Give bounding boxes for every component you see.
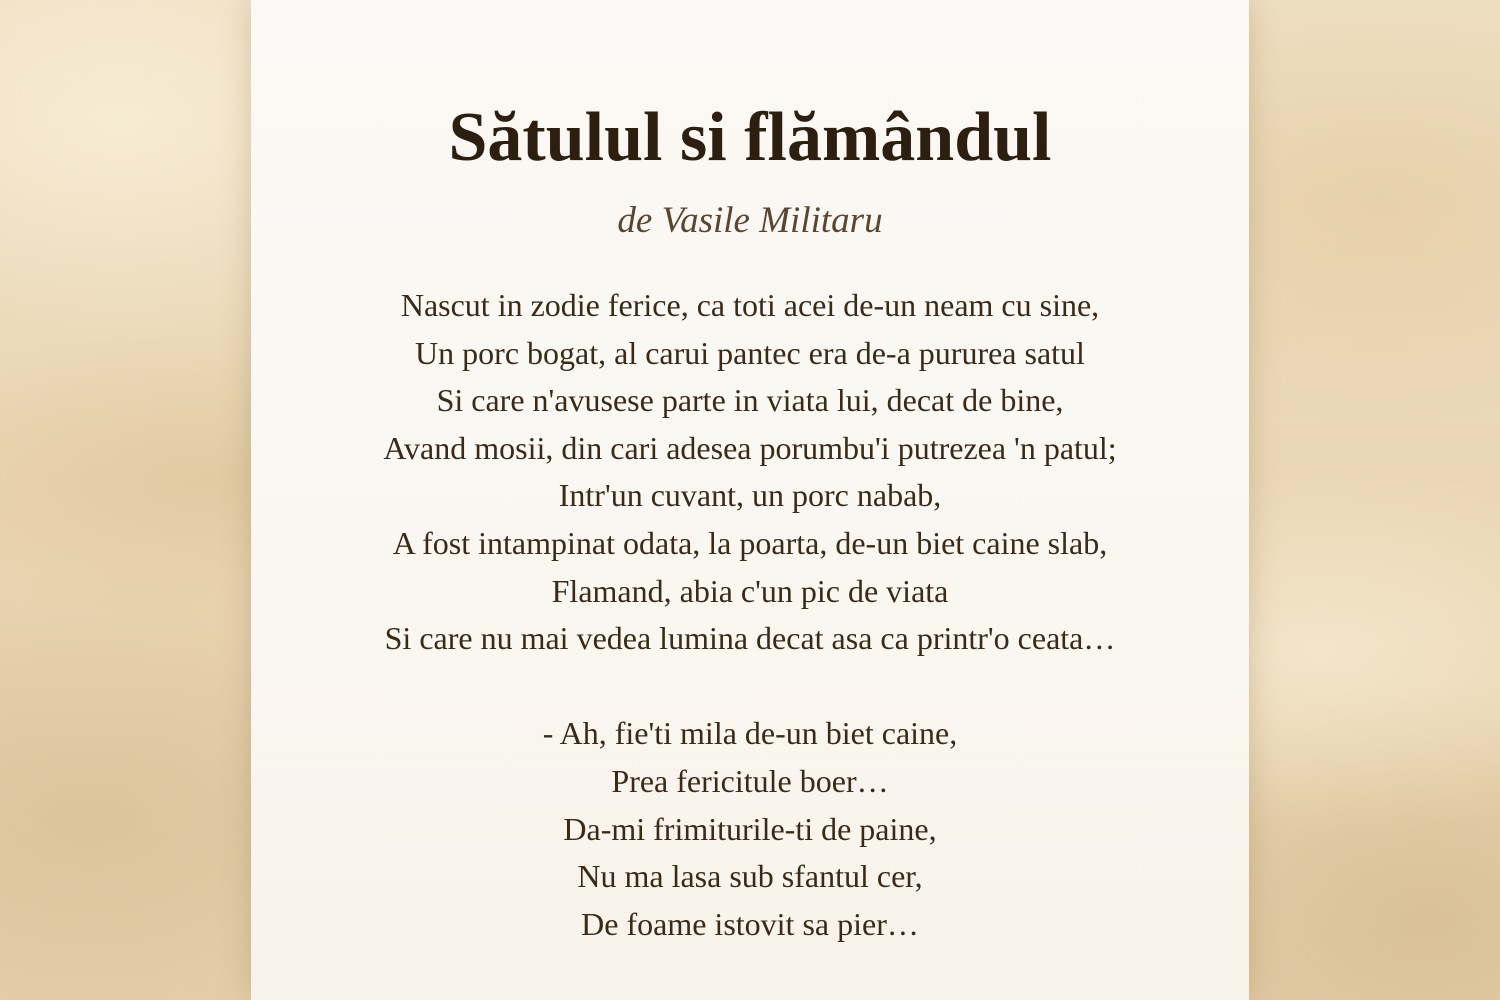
stanza-1 — [251, 282, 1249, 663]
verse-line: Prea fericitule boer… — [611, 762, 889, 799]
poem-body — [251, 282, 1249, 996]
poem-author: de Vasile Militaru — [617, 200, 883, 241]
poem-title: Sătulul si flămândul — [448, 99, 1052, 176]
verse-line: Da-mi frimiturile-ti de paine, — [563, 810, 937, 847]
verse-line: Avand mosii, din cari adesea porumbu'i putrezea 'n patul; — [383, 429, 1117, 466]
verse-line: Flamand, abia c'un pic de viata — [551, 572, 949, 609]
verse-line: De foame istovit sa pier… — [581, 905, 919, 942]
verse-line: Si care n'avusese parte in viata lui, decat de bine, — [436, 382, 1064, 419]
verse-line: Intr'un cuvant, un porc nabab, — [558, 477, 942, 514]
poem-page — [251, 0, 1249, 1000]
verse-line: Nascut in zodie ferice, ca toti acei de-un neam cu sine, — [400, 287, 1100, 323]
verse-line: - Ah, fie'ti mila de-un biet caine, — [542, 715, 958, 752]
verse-line: Un porc bogat, al carui pantec era de-a pururea satul — [415, 334, 1085, 371]
verse-line: Nu ma lasa sub sfantul cer, — [577, 858, 923, 895]
stanza-2 — [251, 710, 1249, 948]
verse-line: Si care nu mai vedea lumina decat asa ca printr'o ceata… — [384, 620, 1116, 657]
verse-line: A fost intampinat odata, la poarta, de-un biet caine slab, — [392, 524, 1108, 561]
